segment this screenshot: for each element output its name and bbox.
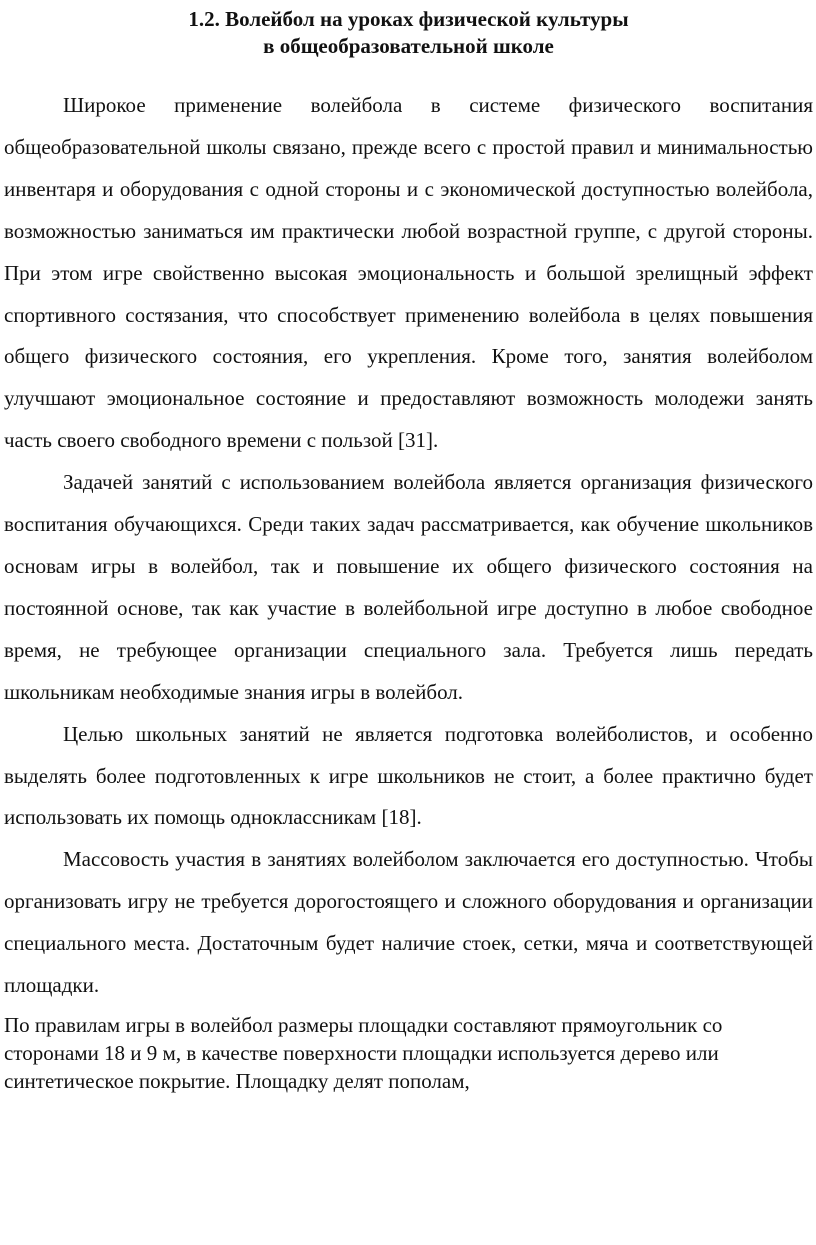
paragraph-2: Задачей занятий с использованием волейбола является организация физического воспитания обучающихся. Среди таких задач рассматривается, как обучение школьников основам игры в волейбол, так и повышение их общего физического состояния на постоянной основе, так как участие в волейбольной игре доступно в любое свободное время, не требующее организации специального зала. Требуется лишь передать школьникам необходимые знания игры в волейбол. [4, 470, 813, 704]
paragraph-5: По правилам игры в волейбол размеры площадки составляют прямоугольник со сторонами 18 и 9 м, в качестве поверхности площадки используется дерево или синтетическое покрытие. Площадку делят пополам, [4, 1012, 723, 1093]
heading-line-1: 1.2. Волейбол на уроках физической культуры [188, 7, 629, 31]
paragraph-3: Целью школьных занятий не является подготовка волейболистов, и особенно выделять более подготовленных к игре школьников не стоит, а более практично будет использовать их помощь одноклассникам [18]. [4, 721, 813, 830]
heading-line-2: в общеобразовательной школе [263, 34, 554, 58]
section-heading [4, 6, 813, 60]
paragraph-1: Широкое применение волейбола в системе физического воспитания общеобразовательной школы связано, прежде всего с простой правил и минимальностью инвентаря и оборудования с одной стороны и с экономической доступностью волейбола, возможностью заниматься им практически любой возрастной группе, с другой стороны. При этом игре свойственно высокая эмоциональность и большой зрелищный эффект спортивного состязания, что способствует применению волейбола в целях повышения общего физического состояния, его укрепления. Кроме того, занятия волейболом улучшают эмоциональное состояние и предоставляют возможность молодежи занять часть своего свободного времени с пользой [31]. [4, 93, 813, 453]
paragraph-4: Массовость участия в занятиях волейболом заключается его доступностью. Чтобы организовать игру не требуется дорогостоящего и сложного оборудования и организации специального места. Достаточным будет наличие стоек, сетки, мяча и соответствующей площадки. [4, 847, 813, 998]
